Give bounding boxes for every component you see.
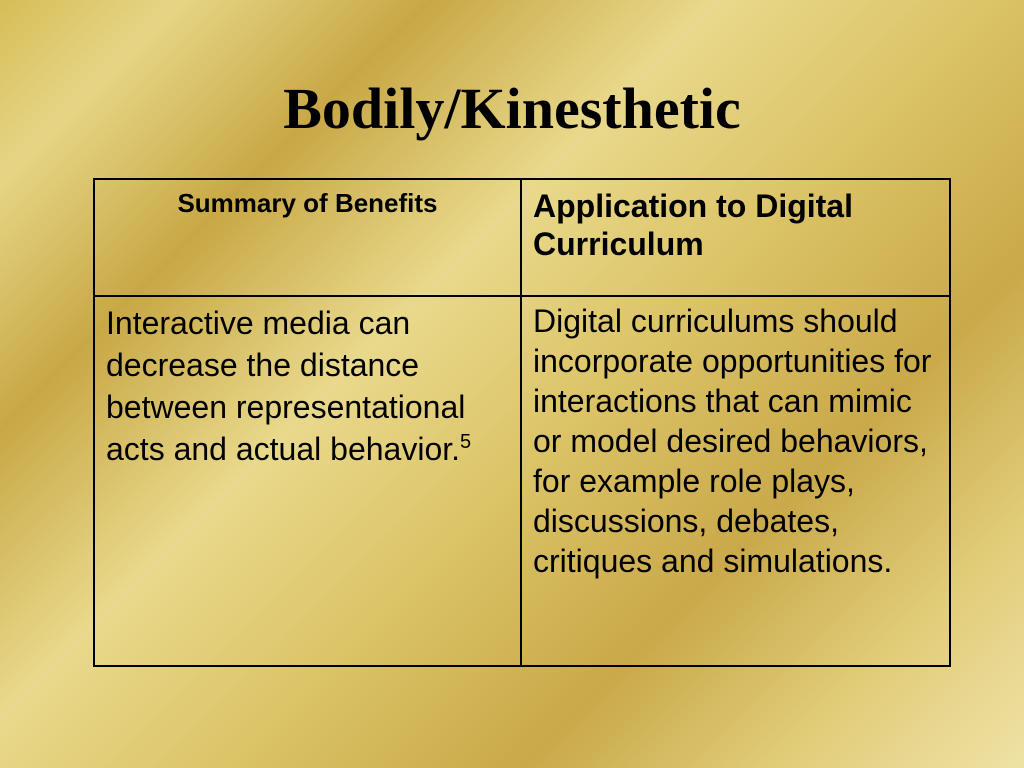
table-header-row bbox=[94, 179, 950, 296]
application-text: Digital curriculums should incorporate opportunities for interactions that can mimic or model desired behaviors, for example role plays, discussions, debates, critiques and simulations. bbox=[533, 303, 932, 579]
application-cell bbox=[521, 296, 950, 666]
footnote-reference: 5 bbox=[460, 431, 472, 453]
benefits-table bbox=[93, 178, 951, 667]
benefit-cell bbox=[94, 296, 521, 666]
table-row bbox=[94, 296, 950, 666]
slide-title: Bodily/Kinesthetic bbox=[283, 76, 741, 141]
benefit-text: Interactive media can decrease the distance between representational acts and actual behavior. bbox=[106, 305, 466, 467]
header-summary-of-benefits: Summary of Benefits bbox=[94, 179, 521, 296]
header-application-to-digital-curriculum: Application to Digital Curriculum bbox=[521, 179, 950, 296]
